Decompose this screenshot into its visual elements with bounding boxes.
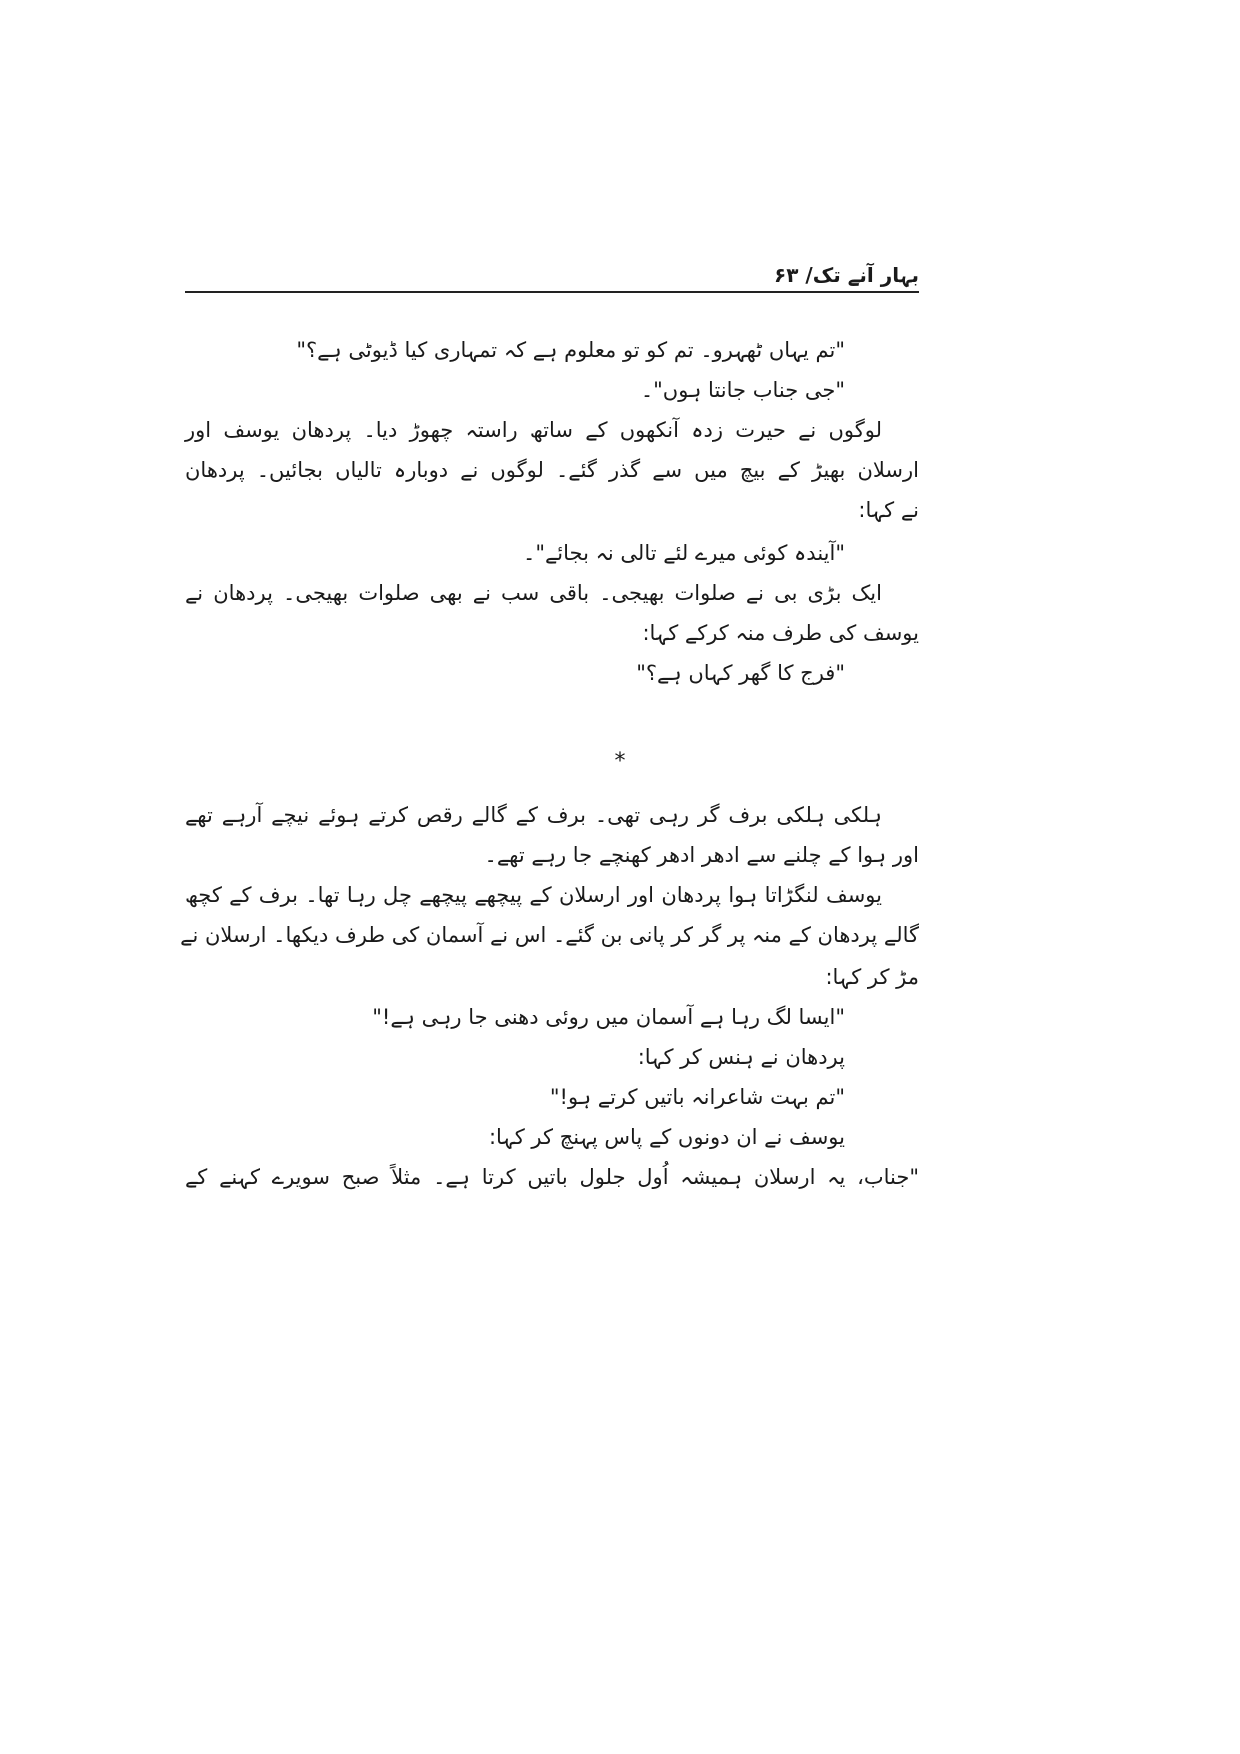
text-line: "فرج کا گھر کہاں ہے؟" — [636, 661, 845, 685]
text-line: "تم یہاں ٹھہرو۔ تم کو تو معلوم ہے کہ تمہاری کیا ڈیوٹی ہے؟" — [296, 338, 845, 362]
text-line: "آیندہ کوئی میرے لئے تالی نہ بجائے"۔ — [523, 541, 845, 565]
section-break: * — [614, 749, 626, 774]
text-line: گالے پردھان کے منہ پر گر کر پانی بن گئے۔ اس نے آسمان کی طرف دیکھا۔ ارسلان نے — [180, 923, 919, 947]
text-line: نے کہا: — [858, 498, 919, 522]
text-line: یوسف نے ان دونوں کے پاس پہنچ کر کہا: — [488, 1125, 845, 1149]
running-header: بہار آنے تک/ ۶۳ — [774, 263, 919, 287]
text-line: یوسف کی طرف منہ کرکے کہا: — [642, 621, 919, 645]
text-line: ایک بڑی بی نے صلوات بھیجی۔ باقی سب نے بھی صلوات بھیجی۔ پردھان نے — [185, 581, 882, 605]
text-line: "جی جناب جانتا ہوں"۔ — [640, 378, 845, 402]
text-line: یوسف لنگڑاتا ہوا پردھان اور ارسلان کے پیچھے پیچھے چل رہا تھا۔ برف کے کچھ — [185, 883, 882, 907]
text-line: "ایسا لگ رہا ہے آسمان میں روئی دھنی جا رہی ہے!" — [372, 1005, 845, 1029]
text-line: مڑ کر کہا: — [825, 965, 919, 989]
text-line: ہلکی ہلکی برف گر رہی تھی۔ برف کے گالے رقص کرتے ہوئے نیچے آرہے تھے — [185, 803, 882, 827]
text-line: ارسلان بھیڑ کے بیچ میں سے گذر گئے۔ لوگوں نے دوبارہ تالیاں بجائیں۔ پردھان — [185, 458, 919, 482]
text-line: "جناب، یہ ارسلان ہمیشہ اُول جلول باتیں کرتا ہے۔ مثلاً صبح سویرے کہنے کے — [185, 1165, 919, 1189]
text-line: لوگوں نے حیرت زدہ آنکھوں کے ساتھ راستہ چھوڑ دیا۔ پردھان یوسف اور — [185, 418, 882, 442]
text-line: اور ہوا کے چلنے سے ادھر ادھر کھنچے جا رہے تھے۔ — [484, 843, 919, 867]
header-rule — [185, 291, 919, 293]
text-line: پردھان نے ہنس کر کہا: — [637, 1045, 845, 1069]
text-line: "تم بہت شاعرانہ باتیں کرتے ہو!" — [549, 1085, 845, 1109]
